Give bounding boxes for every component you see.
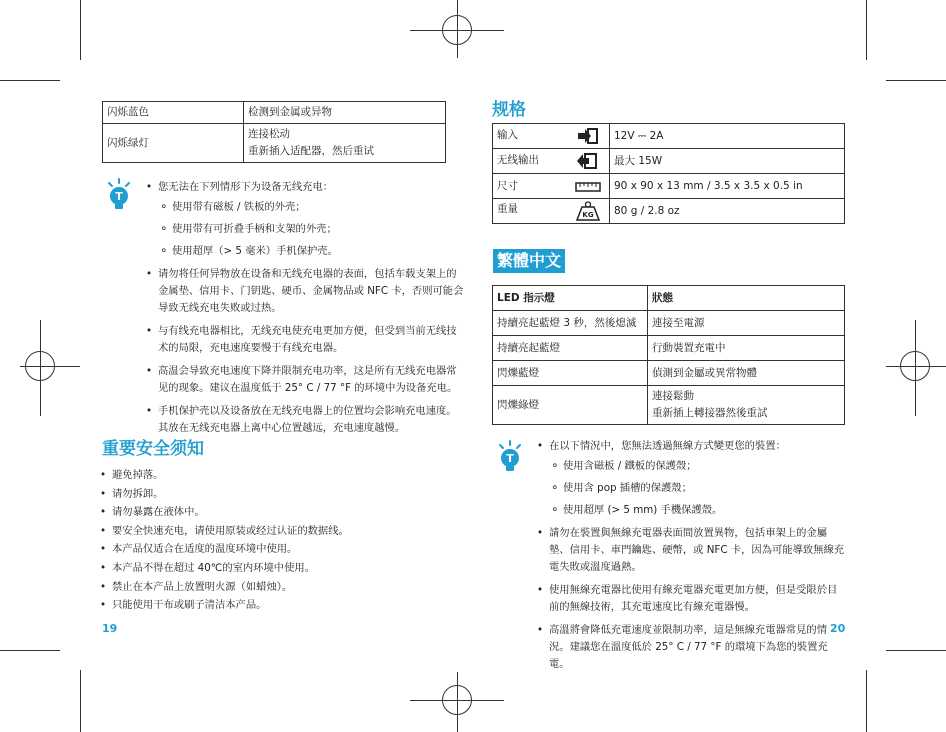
- table-cell: 閃爍藍燈: [493, 361, 648, 386]
- led-table: [492, 285, 845, 425]
- list-item: • 请勿暴露在液体中。: [100, 503, 460, 522]
- cell-line: 重新插入适配器，然后重试: [248, 145, 374, 157]
- table-row: [493, 361, 845, 386]
- list-item: • 要安全快速充电，请使用原装或经过认证的数据线。: [100, 522, 460, 541]
- spec-label: 尺寸: [497, 179, 518, 192]
- list-item: ∘ 使用含 pop 插槽的保護殼；: [549, 480, 847, 497]
- weight-icon: [576, 201, 600, 221]
- spec-label: 重量: [497, 203, 518, 215]
- cell-line: 連接鬆動: [652, 390, 694, 402]
- table-cell: 連接至電源: [648, 311, 845, 336]
- list-item: • 高温会导致充电速度下降并限制充电功率，这是所有无线充电器常见的现象。建议在温度低于 25° C / 77 °F 的环境中为设备充电。: [146, 363, 464, 397]
- svg-text:T: T: [115, 190, 123, 203]
- spec-title: 规格: [492, 100, 526, 120]
- list-item: • 使用無線充電器比使用有線充電器充電更加方便，但是受限於目前的無線技術，其充電速度比有線充電器慢。: [537, 582, 847, 616]
- table-cell: 闪烁绿灯: [103, 124, 244, 163]
- input-icon: [577, 127, 599, 145]
- list-item: ∘ 使用含磁板 / 鐵板的保護殼；: [549, 458, 847, 475]
- safety-list: [100, 466, 460, 615]
- list-item: • 手机保护壳以及设备放在无线充电器上的位置均会影响充电速度。其放在无线充电器上离中心位置越远，充电速度越慢。: [146, 403, 464, 437]
- table-row: [493, 199, 845, 224]
- list-item: • 避免掉落。: [100, 466, 460, 485]
- table-row: [493, 149, 845, 174]
- spec-value: 最大 15W: [610, 149, 845, 174]
- table-row: [103, 124, 446, 163]
- list-item: • 只能使用干布或刷子清洁本产品。: [100, 596, 460, 615]
- list-item: • 本产品仅适合在适度的温度环境中使用。: [100, 540, 460, 559]
- list-item: • 请勿拆卸。: [100, 485, 460, 504]
- list-item: ∘ 使用带有可折叠手柄和支架的外壳；: [158, 221, 464, 238]
- spec-table: [492, 123, 845, 224]
- spec-value: 80 g / 2.8 oz: [610, 199, 845, 224]
- spec-label: 无线输出: [497, 154, 539, 166]
- language-banner: 繁體中文: [493, 249, 565, 273]
- table-cell: 持續亮起藍燈 3 秒，然後熄滅: [493, 311, 648, 336]
- list-item: • 请勿将任何异物放在设备和无线充电器的表面，包括车载支架上的金属垫、信用卡、门钥匙、硬币、金属物品或 NFC 卡，否则可能会导致无线充电失败或过热。: [146, 266, 464, 317]
- table-cell: 閃爍綠燈: [493, 386, 648, 425]
- table-cell: [648, 386, 845, 425]
- left-tips-list: [146, 179, 464, 443]
- page-number-left: 19: [102, 622, 118, 635]
- ruler-icon: [575, 181, 601, 193]
- table-row: [103, 102, 446, 124]
- table-row: [493, 286, 845, 311]
- spec-value: 12V ⎓ 2A: [610, 124, 845, 149]
- svg-text:KG: KG: [582, 211, 594, 219]
- table-row: [493, 124, 845, 149]
- spec-label: 输入: [497, 129, 518, 141]
- table-row: [493, 311, 845, 336]
- table-header-cell: LED 指示燈: [493, 286, 648, 311]
- table-cell: 行動裝置充電中: [648, 336, 845, 361]
- list-item: • 您无法在下列情形下为设备无线充电： ∘ 使用带有磁板 / 铁板的外壳； ∘ 使用带有可折叠手柄和支架的外壳； ∘ 使用超厚（> 5 毫米）手机保护壳。: [146, 179, 464, 260]
- lightbulb-tip-icon: [106, 178, 132, 212]
- table-row: [493, 336, 845, 361]
- list-item: ∘ 使用超厚（> 5 毫米）手机保护壳。: [158, 243, 464, 260]
- table-row: [493, 386, 845, 425]
- status-table: [102, 101, 446, 163]
- right-tips-list: [537, 438, 847, 679]
- list-item: • 本产品不得在超过 40℃的室内环境中使用。: [100, 559, 460, 578]
- list-item: • 禁止在本产品上放置明火源（如蜡烛）。: [100, 578, 460, 597]
- svg-text:T: T: [506, 452, 514, 465]
- table-header-cell: 狀態: [648, 286, 845, 311]
- spec-value: 90 x 90 x 13 mm / 3.5 x 3.5 x 0.5 in: [610, 174, 845, 199]
- table-row: [493, 174, 845, 199]
- table-cell: [244, 124, 446, 163]
- lightbulb-tip-icon: [497, 440, 523, 474]
- list-item: • 高溫將會降低充電速度並限制功率，這是無線充電器常見的情況。建議您在溫度低於 25° C / 77 °F 的環境下為您的裝置充電。: [537, 622, 847, 673]
- list-item: • 与有线充电器相比，无线充电使充电更加方便，但受到当前无线技术的局限，充电速度要慢于有线充电器。: [146, 323, 464, 357]
- list-item: ∘ 使用超厚 (> 5 mm) 手機保護殼。: [549, 502, 847, 519]
- table-cell: 偵測到金屬或異常物體: [648, 361, 845, 386]
- cell-line: 连接松动: [248, 128, 290, 140]
- table-cell: 检测到金属或异物: [244, 102, 446, 124]
- cell-line: 重新插上轉接器然後重試: [652, 407, 768, 419]
- list-item: • 請勿在裝置與無線充電器表面間放置異物，包括車架上的金屬墊、信用卡、車門鑰匙、硬幣，或 NFC 卡，因為可能導致無線充電失敗或溫度過熱。: [537, 525, 847, 576]
- table-cell: 持續亮起藍燈: [493, 336, 648, 361]
- output-icon: [577, 152, 599, 170]
- page-number-right: 20: [830, 622, 846, 635]
- table-cell: 闪烁蓝色: [103, 102, 244, 124]
- list-item: ∘ 使用带有磁板 / 铁板的外壳；: [158, 199, 464, 216]
- safety-title: 重要安全须知: [102, 439, 204, 459]
- list-item: • 在以下情況中，您無法透過無線方式變更您的裝置： ∘ 使用含磁板 / 鐵板的保護殼； ∘ 使用含 pop 插槽的保護殼； ∘ 使用超厚 (> 5 mm) 手機保護殼。: [537, 438, 847, 519]
